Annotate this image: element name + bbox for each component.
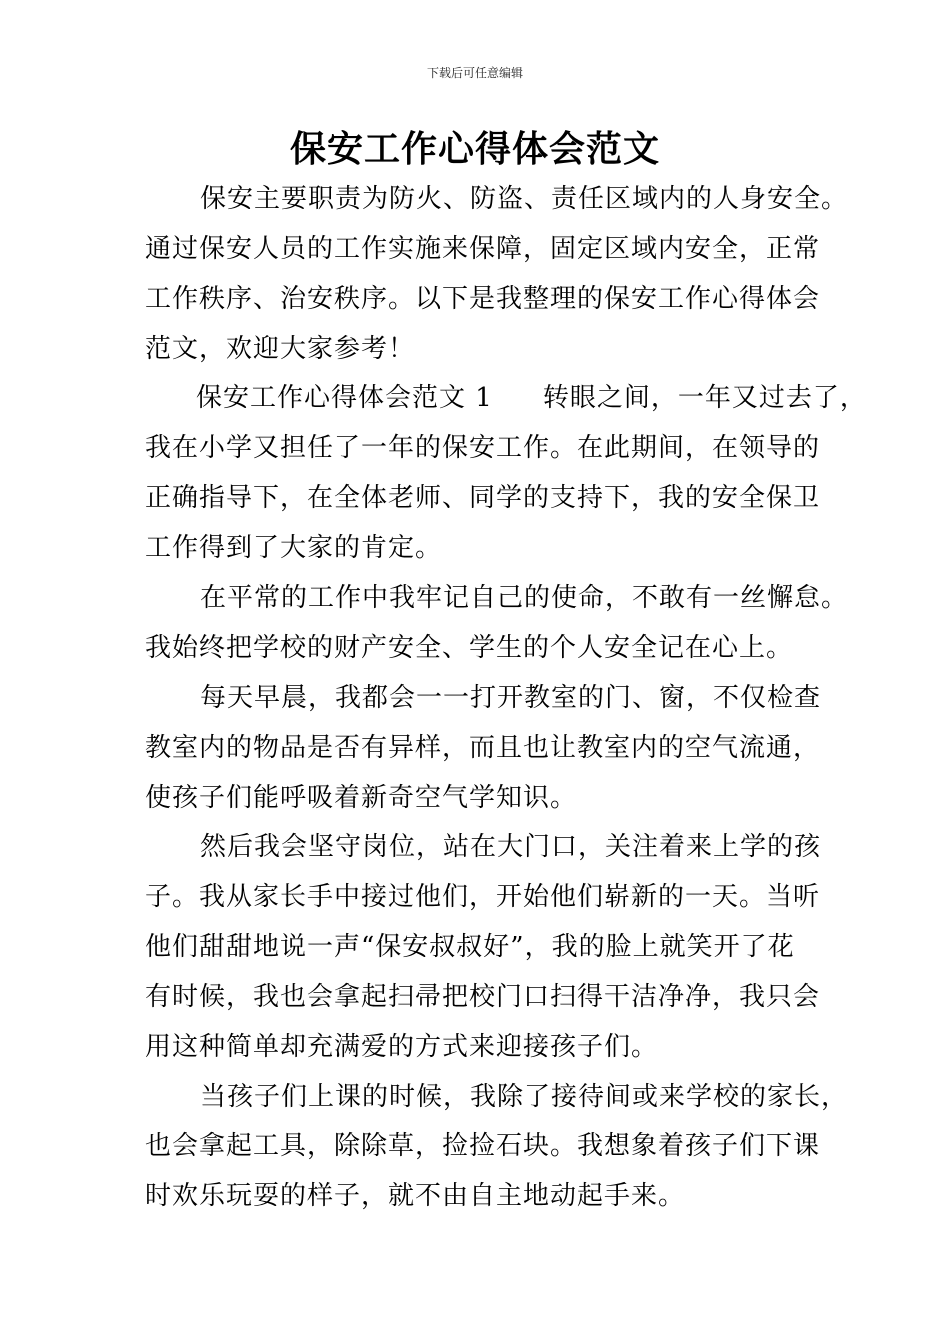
body-line: 我在小学又担任了一年的保安工作。在此期间，在领导的 xyxy=(145,433,821,463)
body-line: 他们甜甜地说一声“保安叔叔好”，我的脸上就笑开了花 xyxy=(145,932,795,962)
body-line: 范文，欢迎大家参考！ xyxy=(145,334,416,364)
section-heading: 保安工作心得体会范文 1 xyxy=(196,383,493,413)
body-line: 当孩子们上课的时候，我除了接待间或来学校的家长， xyxy=(200,1082,849,1112)
body-line: 转眼之间，一年又过去了， xyxy=(542,383,867,413)
body-line: 我始终把学校的财产安全、学生的个人安全记在心上。 xyxy=(145,633,794,663)
body-line: 工作秩序、治安秩序。以下是我整理的保安工作心得体会 xyxy=(145,284,821,314)
body-line: 用这种简单却充满爱的方式来迎接孩子们。 xyxy=(145,1032,659,1062)
body-line: 保安主要职责为防火、防盗、责任区域内的人身安全。 xyxy=(200,184,849,214)
document-title: 保安工作心得体会范文 xyxy=(289,128,660,170)
body-line: 教室内的物品是否有异样，而且也让教室内的空气流通， xyxy=(145,733,821,763)
body-line: 然后我会坚守岗位，站在大门口，关注着来上学的孩 xyxy=(200,832,822,862)
body-line: 时欢乐玩耍的样子，就不由自主地动起手来。 xyxy=(145,1181,686,1211)
body-line: 有时候，我也会拿起扫帚把校门口扫得干洁净净，我只会 xyxy=(145,982,821,1012)
page-header-note: 下载后可任意编辑 xyxy=(426,66,523,80)
body-line: 子。我从家长手中接过他们，开始他们崭新的一天。当听 xyxy=(145,882,821,912)
body-line: 在平常的工作中我牢记自己的使命，不敢有一丝懈怠。 xyxy=(200,583,849,613)
body-line: 使孩子们能呼吸着新奇空气学知识。 xyxy=(145,783,578,813)
body-line: 正确指导下，在全体老师、同学的支持下，我的安全保卫 xyxy=(145,483,821,513)
body-line: 通过保安人员的工作实施来保障，固定区域内安全，正常 xyxy=(145,234,821,264)
section-heading-line xyxy=(196,381,867,415)
body-line: 工作得到了大家的肯定。 xyxy=(145,533,443,563)
body-line: 也会拿起工具，除除草，捡捡石块。我想象着孩子们下课 xyxy=(145,1131,821,1161)
body-line: 每天早晨，我都会一一打开教室的门、窗，不仅检查 xyxy=(200,683,822,713)
